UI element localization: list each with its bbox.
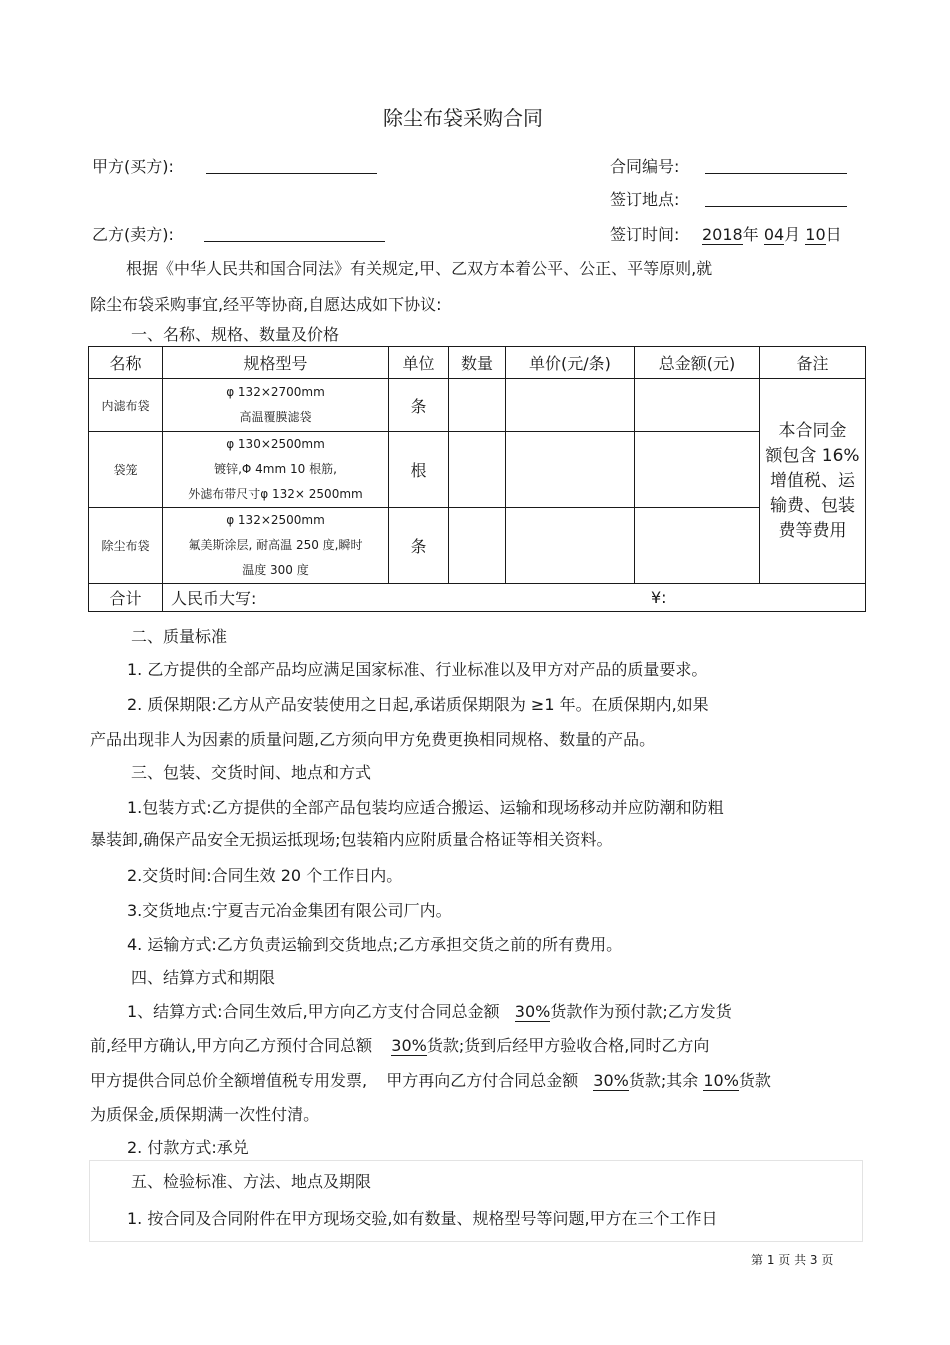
item-spec [163, 508, 389, 584]
item-quantity-cell[interactable] [449, 508, 506, 584]
sign-place-field[interactable] [705, 206, 847, 207]
contract-no-field[interactable] [705, 173, 847, 174]
item-total-cell[interactable] [635, 508, 760, 584]
table-row [89, 379, 866, 432]
text: 前,经甲方确认,甲方向乙方预付合同总额 [90, 1036, 373, 1055]
item-name: 袋笼 [89, 432, 163, 508]
price-table [88, 346, 866, 612]
item-name: 内滤布袋 [89, 379, 163, 432]
item-spec [163, 432, 389, 508]
item-total-cell[interactable] [635, 432, 760, 508]
spec-line: 氟美斯涂层, 耐高温 250 度,瞬时 [188, 538, 363, 552]
table-row [89, 508, 866, 584]
pre-ship-percent: 30% [391, 1036, 427, 1055]
header-unit-price: 单价(元/条) [506, 347, 635, 379]
header-spec: 规格型号 [163, 347, 389, 379]
sign-month: 04 [763, 225, 785, 244]
section-3-p4: 4. 运输方式:乙方负责运输到交货地点;乙方承担交货之前的所有费用。 [127, 935, 623, 954]
section-4-title: 四、结算方式和期限 [131, 968, 276, 987]
remark-line: 输费、包装 [770, 495, 855, 516]
item-unit-price-cell[interactable] [506, 508, 635, 584]
acceptance-percent: 30% [593, 1071, 629, 1090]
rmb-label: 人民币大写: [171, 589, 257, 608]
month-unit: 月 [784, 225, 801, 244]
spec-line: φ 132×2700mm [226, 385, 325, 399]
section-5-title: 五、检验标准、方法、地点及期限 [131, 1172, 372, 1191]
text: 1、结算方式:合同生效后,甲方向乙方支付合同总金额 [127, 1002, 500, 1021]
page-number: 第 1 页 共 3 页 [751, 1253, 834, 1267]
text: 货款作为预付款;乙方发货 [550, 1002, 732, 1021]
page-title: 除尘布袋采购合同 [383, 106, 543, 130]
section-4-line-3 [90, 1068, 771, 1091]
text: 货款;其余 [628, 1071, 699, 1090]
section-2-title: 二、质量标准 [131, 627, 228, 646]
item-name: 除尘布袋 [89, 508, 163, 584]
item-unit: 条 [389, 508, 449, 584]
total-row [89, 584, 866, 612]
section-3-p2: 2.交货时间:合同生效 20 个工作日内。 [127, 866, 403, 885]
sign-day: 10 [805, 225, 826, 244]
total-label: 合计 [89, 584, 163, 612]
section-3-p1a: 1.包装方式:乙方提供的全部产品包装均应适合搬运、运输和现场移动并应防潮和防粗 [127, 798, 724, 817]
remark-line: 额包含 16% [765, 445, 860, 466]
remark-cell [760, 379, 866, 584]
party-b-field[interactable] [204, 241, 385, 242]
text: 甲方提供合同总价全额增值税专用发票, [90, 1071, 368, 1090]
table-row [89, 432, 866, 508]
spec-line: 温度 300 度 [242, 563, 309, 577]
spec-line: 外滤布带尺寸φ 132× 2500mm [188, 487, 363, 501]
header-total-amount: 总金额(元) [635, 347, 760, 379]
remark-line: 本合同金 [778, 420, 847, 441]
item-unit-price-cell[interactable] [506, 432, 635, 508]
section-4-line-1 [127, 999, 732, 1022]
retention-percent: 10% [703, 1071, 739, 1090]
item-spec [163, 379, 389, 432]
item-quantity-cell[interactable] [449, 379, 506, 432]
day-unit: 日 [825, 225, 842, 244]
text: 货款;货到后经甲方验收合格,同时乙方向 [426, 1036, 710, 1055]
intro-line-2: 除尘布袋采购事宜,经平等协商,自愿达成如下协议: [90, 295, 442, 314]
spec-line: φ 130×2500mm [226, 437, 325, 451]
header-quantity: 数量 [449, 347, 506, 379]
section-3-p1b: 暴装卸,确保产品安全无损运抵现场;包装箱内应附质量合格证等相关资料。 [90, 830, 613, 849]
sign-date [702, 222, 842, 245]
year-unit: 年 [742, 225, 759, 244]
text: 甲方再向乙方付合同总金额 [386, 1071, 579, 1090]
yen-label: ¥: [651, 588, 667, 607]
header-unit: 单位 [389, 347, 449, 379]
party-a-field[interactable] [206, 173, 377, 174]
sign-year: 2018 [702, 225, 743, 244]
contract-no-label: 合同编号: [610, 157, 680, 176]
prepay-percent: 30% [514, 1002, 551, 1021]
party-a-label: 甲方(买方): [92, 157, 174, 176]
spec-line: 高温覆膜滤袋 [239, 410, 312, 424]
item-unit-price-cell[interactable] [506, 379, 635, 432]
section-4-line-2 [90, 1033, 709, 1056]
remark-line: 增值税、运 [770, 470, 855, 491]
item-unit: 条 [389, 379, 449, 432]
section-3-title: 三、包装、交货时间、地点和方式 [131, 763, 372, 782]
item-quantity-cell[interactable] [449, 432, 506, 508]
section-5-p1: 1. 按合同及合同附件在甲方现场交验,如有数量、规格型号等问题,甲方在三个工作日 [127, 1209, 718, 1228]
section-2-p2a: 2. 质保期限:乙方从产品安装使用之日起,承诺质保期限为 ≥1 年。在质保期内,如果 [127, 695, 709, 714]
sign-place-label: 签订地点: [610, 190, 680, 209]
section-4-p2: 2. 付款方式:承兑 [127, 1138, 249, 1157]
item-total-cell[interactable] [635, 379, 760, 432]
remark-line: 费等费用 [778, 520, 847, 541]
section-2-p1: 1. 乙方提供的全部产品均应满足国家标准、行业标准以及甲方对产品的质量要求。 [127, 660, 708, 679]
sign-time-label: 签订时间: [610, 225, 680, 244]
spec-line: 镀锌,Φ 4mm 10 根筋, [214, 462, 337, 476]
spec-line: φ 132×2500mm [226, 513, 325, 527]
intro-line-1: 根据《中华人民共和国合同法》有关规定,甲、乙双方本着公平、公正、平等原则,就 [126, 259, 713, 278]
header-remark: 备注 [760, 347, 866, 379]
item-unit: 根 [389, 432, 449, 508]
section-4-line-4: 为质保金,质保期满一次性付清。 [90, 1105, 320, 1124]
section-1-title: 一、名称、规格、数量及价格 [131, 325, 340, 344]
section-3-p3: 3.交货地点:宁夏吉元冶金集团有限公司厂内。 [127, 901, 452, 920]
total-amount-cell[interactable] [163, 584, 866, 612]
header-name: 名称 [89, 347, 163, 379]
section-2-p2b: 产品出现非人为因素的质量问题,乙方须向甲方免费更换相同规格、数量的产品。 [90, 730, 656, 749]
party-b-label: 乙方(卖方): [92, 225, 174, 244]
text: 货款 [738, 1071, 771, 1090]
